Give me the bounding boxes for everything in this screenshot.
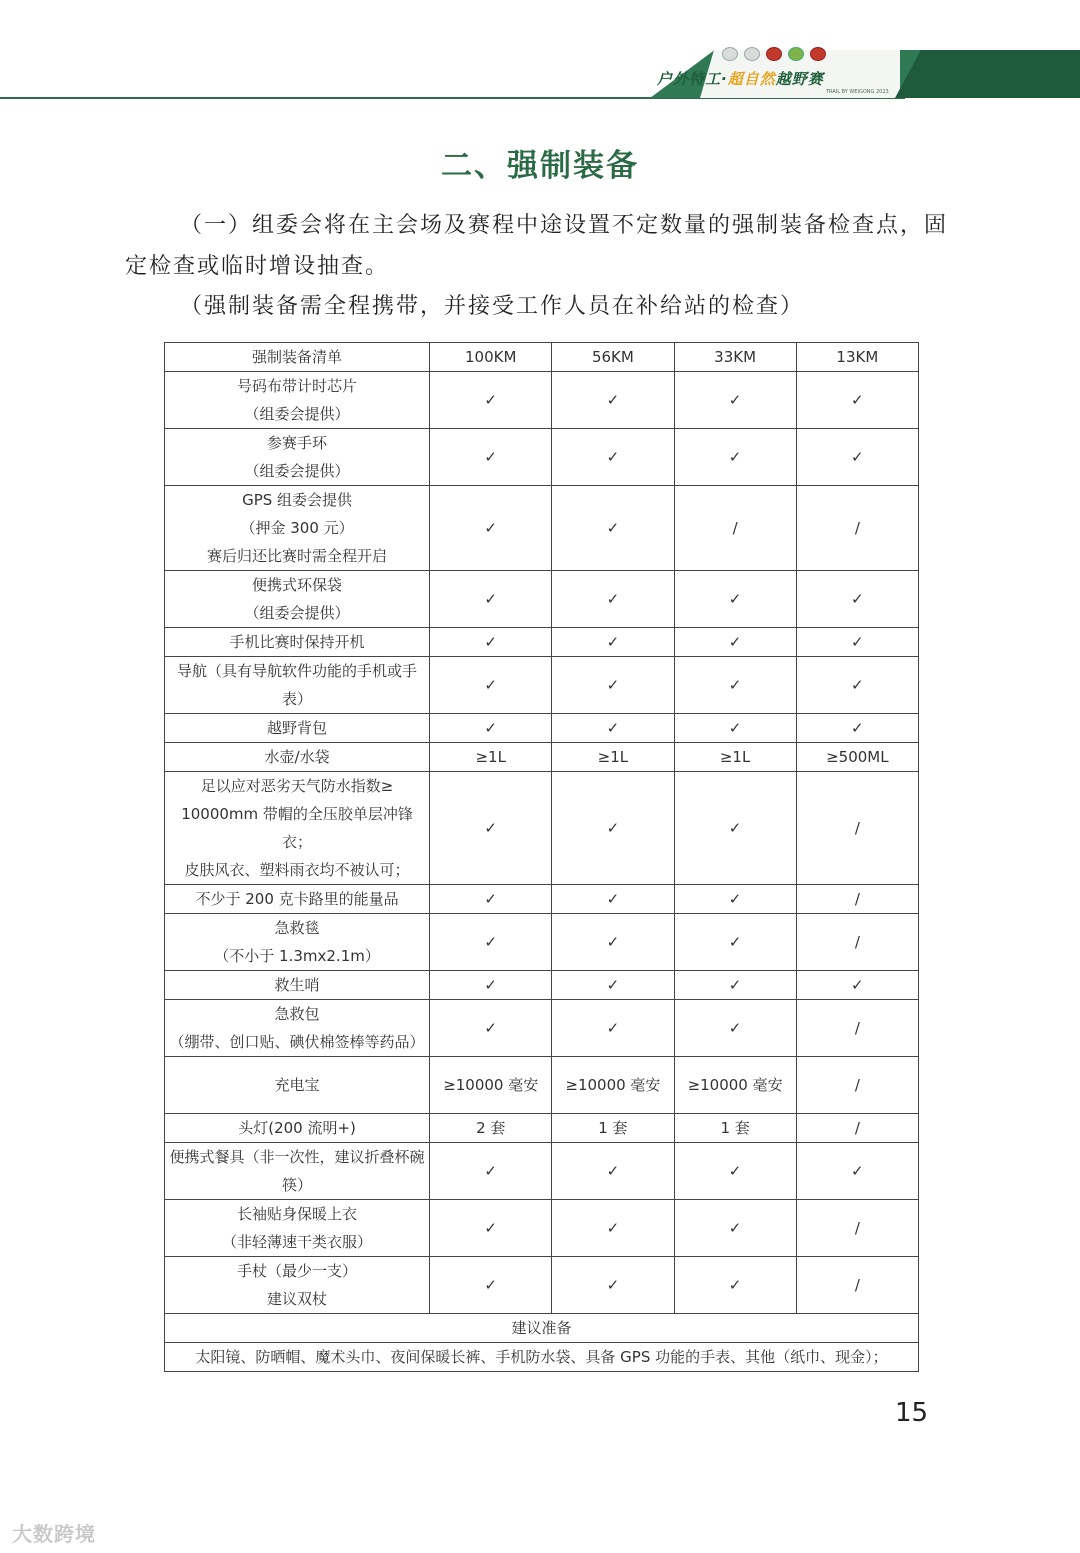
requirement-cell: ✓ <box>796 714 918 743</box>
equipment-item-line: （非轻薄速干类衣服） <box>222 1233 373 1251</box>
requirement-cell: ✓ <box>796 571 918 628</box>
requirement-cell: / <box>796 885 918 914</box>
requirement-cell: ✓ <box>552 714 674 743</box>
requirement-cell: / <box>674 486 796 571</box>
equipment-item-cell <box>165 971 430 1000</box>
equipment-item-line: 号码布带计时芯片 <box>237 377 358 395</box>
equipment-table <box>164 342 919 1372</box>
requirement-cell: ✓ <box>674 1257 796 1314</box>
equipment-item-cell <box>165 885 430 914</box>
table-row <box>165 772 919 885</box>
equipment-item-line: 参赛手环 <box>267 434 328 452</box>
requirement-cell: / <box>796 1000 918 1057</box>
requirement-cell: ✓ <box>430 1257 552 1314</box>
requirement-cell: / <box>796 914 918 971</box>
equipment-item-cell <box>165 1000 430 1057</box>
table-row <box>165 885 919 914</box>
header-cell: 56KM <box>552 343 674 372</box>
header-cell: 13KM <box>796 343 918 372</box>
equipment-item-line: 建议双杖 <box>267 1290 328 1308</box>
equipment-item-line: 表） <box>282 690 313 708</box>
table-row <box>165 1114 919 1143</box>
sponsor-logo-icon <box>722 47 738 61</box>
requirement-cell: ✓ <box>552 657 674 714</box>
suggest-text: 太阳镜、防晒帽、魔术头巾、夜间保暖长裤、手机防水袋、具备 GPS 功能的手表、其他（纸巾、现金）； <box>165 1343 919 1372</box>
equipment-item-line: 不少于 200 克卡路里的能量品 <box>195 890 399 908</box>
sponsor-logo-icon <box>766 47 782 61</box>
requirement-cell: ≥1L <box>430 743 552 772</box>
table-row <box>165 743 919 772</box>
requirement-cell: ✓ <box>674 1200 796 1257</box>
equipment-item-cell <box>165 743 430 772</box>
requirement-cell: 1 套 <box>674 1114 796 1143</box>
equipment-item-cell <box>165 628 430 657</box>
table-row <box>165 372 919 429</box>
requirement-cell: ✓ <box>552 971 674 1000</box>
table-row <box>165 971 919 1000</box>
requirement-cell: ✓ <box>674 714 796 743</box>
requirement-cell: ✓ <box>430 429 552 486</box>
table-row <box>165 657 919 714</box>
equipment-item-cell <box>165 772 430 885</box>
requirement-cell: / <box>796 772 918 885</box>
equipment-item-line: （押金 300 元） <box>240 519 354 537</box>
table-header-row <box>165 343 919 372</box>
requirement-cell: 2 套 <box>430 1114 552 1143</box>
equipment-item-cell <box>165 571 430 628</box>
table-row <box>165 1057 919 1114</box>
event-logo-suffix: 越野赛 <box>775 70 824 88</box>
equipment-item-line: （不小于 1.3mx2.1m） <box>214 947 380 965</box>
requirement-cell: ✓ <box>430 914 552 971</box>
requirement-cell: ✓ <box>552 914 674 971</box>
equipment-item-line: （组委会提供） <box>244 405 350 423</box>
equipment-item-line: 手机比赛时保持开机 <box>229 633 365 651</box>
requirement-cell: ✓ <box>796 628 918 657</box>
requirement-cell: ✓ <box>674 429 796 486</box>
intro-paragraph: （一）组委会将在主会场及赛程中途设置不定数量的强制装备检查点，固定检查或临时增设抽查。 <box>125 213 949 279</box>
requirement-cell: ✓ <box>796 971 918 1000</box>
requirement-cell: ✓ <box>796 429 918 486</box>
requirement-cell: 1 套 <box>552 1114 674 1143</box>
header-cell: 强制装备清单 <box>165 343 430 372</box>
equipment-item-line: 导航（具有导航软件功能的手机或手 <box>177 662 418 680</box>
requirement-cell: ✓ <box>552 1000 674 1057</box>
requirement-cell: ✓ <box>796 372 918 429</box>
table-row <box>165 914 919 971</box>
equipment-item-line: GPS 组委会提供 <box>242 491 353 509</box>
requirement-cell: / <box>796 486 918 571</box>
requirement-cell: ✓ <box>796 657 918 714</box>
requirement-cell: ≥10000 毫安 <box>674 1057 796 1114</box>
requirement-cell: ✓ <box>796 1143 918 1200</box>
suggest-title-row <box>165 1314 919 1343</box>
requirement-cell: ✓ <box>674 372 796 429</box>
equipment-item-line: 足以应对恶劣天气防水指数≥ <box>200 777 394 795</box>
requirement-cell: ≥10000 毫安 <box>552 1057 674 1114</box>
sponsor-logos <box>722 47 826 61</box>
table-row <box>165 714 919 743</box>
equipment-item-line: 越野背包 <box>267 719 328 737</box>
equipment-item-line: 急救包 <box>274 1005 320 1023</box>
equipment-item-line: 皮肤风衣、塑料雨衣均不被认可； <box>184 861 410 879</box>
requirement-cell: ✓ <box>430 571 552 628</box>
equipment-item-line: 筷） <box>282 1176 313 1194</box>
equipment-item-line: 10000mm 带帽的全压胶单层冲锋衣； <box>181 805 413 851</box>
table-row <box>165 1000 919 1057</box>
event-logo-highlight: 超自然 <box>727 70 776 88</box>
requirement-cell: ✓ <box>430 714 552 743</box>
event-logo-prefix: 户外特工· <box>657 70 728 88</box>
table-row <box>165 1200 919 1257</box>
equipment-item-line: 手杖（最少一支） <box>237 1262 358 1280</box>
requirement-cell: ✓ <box>552 1200 674 1257</box>
equipment-item-line: 赛后归还比赛时需全程开启 <box>207 547 388 565</box>
equipment-item-cell <box>165 914 430 971</box>
equipment-item-line: 便携式环保袋 <box>252 576 343 594</box>
intro-note: （强制装备需全程携带，并接受工作人员在补给站的检查） <box>180 294 805 319</box>
requirement-cell: ✓ <box>674 628 796 657</box>
table-row <box>165 429 919 486</box>
equipment-item-line: 充电宝 <box>274 1076 320 1094</box>
equipment-item-line: （组委会提供） <box>244 462 350 480</box>
table-row <box>165 628 919 657</box>
suggest-text-row <box>165 1343 919 1372</box>
event-logo <box>657 68 824 89</box>
requirement-cell: ≥1L <box>674 743 796 772</box>
equipment-item-line: 便携式餐具（非一次性，建议折叠杯碗 <box>169 1148 425 1166</box>
requirement-cell: ✓ <box>430 657 552 714</box>
header-cell: 100KM <box>430 343 552 372</box>
requirement-cell: ✓ <box>552 1257 674 1314</box>
equipment-item-line: 长袖贴身保暖上衣 <box>237 1205 358 1223</box>
requirement-cell: ✓ <box>430 885 552 914</box>
requirement-cell: ✓ <box>552 429 674 486</box>
requirement-cell: ✓ <box>430 1143 552 1200</box>
table-row <box>165 486 919 571</box>
event-logo-subtitle: TRAIL BY WEIGONG 2023 <box>826 89 889 95</box>
table-row <box>165 1143 919 1200</box>
requirement-cell: ✓ <box>674 772 796 885</box>
equipment-item-line: 急救毯 <box>274 919 320 937</box>
requirement-cell: ≥1L <box>552 743 674 772</box>
sponsor-logo-icon <box>744 47 760 61</box>
equipment-item-cell <box>165 714 430 743</box>
equipment-item-cell <box>165 1114 430 1143</box>
requirement-cell: / <box>796 1114 918 1143</box>
requirement-cell: ✓ <box>552 628 674 657</box>
requirement-cell: / <box>796 1257 918 1314</box>
sponsor-logo-icon <box>810 47 826 61</box>
requirement-cell: ✓ <box>552 885 674 914</box>
equipment-item-cell <box>165 429 430 486</box>
equipment-item-line: 救生哨 <box>274 976 320 994</box>
sponsor-logo-icon <box>788 47 804 61</box>
equipment-item-line: （组委会提供） <box>244 604 350 622</box>
requirement-cell: ✓ <box>674 885 796 914</box>
table-row <box>165 571 919 628</box>
requirement-cell: ✓ <box>674 571 796 628</box>
page-number: 15 <box>895 1398 929 1428</box>
requirement-cell: / <box>796 1057 918 1114</box>
equipment-item-cell <box>165 1200 430 1257</box>
equipment-item-line: 头灯(200 流明+) <box>238 1119 356 1137</box>
requirement-cell: ✓ <box>674 914 796 971</box>
equipment-item-cell <box>165 1257 430 1314</box>
header-band-dark <box>895 50 1080 98</box>
requirement-cell: ✓ <box>430 971 552 1000</box>
equipment-item-cell <box>165 657 430 714</box>
equipment-item-line: （绷带、创口贴、碘伏棉签棒等药品） <box>169 1033 425 1051</box>
requirement-cell: ≥10000 毫安 <box>430 1057 552 1114</box>
equipment-item-cell <box>165 1143 430 1200</box>
requirement-cell: ✓ <box>430 1000 552 1057</box>
equipment-item-cell <box>165 1057 430 1114</box>
requirement-cell: / <box>796 1200 918 1257</box>
requirement-cell: ✓ <box>430 1200 552 1257</box>
requirement-cell: ✓ <box>552 1143 674 1200</box>
requirement-cell: ✓ <box>430 628 552 657</box>
requirement-cell: ✓ <box>674 971 796 1000</box>
requirement-cell: ✓ <box>552 772 674 885</box>
requirement-cell: ✓ <box>430 372 552 429</box>
requirement-cell: ✓ <box>430 486 552 571</box>
equipment-item-line: 水壶/水袋 <box>264 748 330 766</box>
requirement-cell: ✓ <box>674 657 796 714</box>
watermark: 大数跨境 <box>12 1522 96 1546</box>
requirement-cell: ✓ <box>674 1143 796 1200</box>
requirement-cell: ≥500ML <box>796 743 918 772</box>
requirement-cell: ✓ <box>552 486 674 571</box>
requirement-cell: ✓ <box>552 372 674 429</box>
requirement-cell: ✓ <box>674 1000 796 1057</box>
header-cell: 33KM <box>674 343 796 372</box>
table-row <box>165 1257 919 1314</box>
equipment-item-cell <box>165 372 430 429</box>
requirement-cell: ✓ <box>430 772 552 885</box>
equipment-item-cell <box>165 486 430 571</box>
section-title: 二、强制装备 <box>441 148 639 184</box>
suggest-title: 建议准备 <box>165 1314 919 1343</box>
requirement-cell: ✓ <box>552 571 674 628</box>
